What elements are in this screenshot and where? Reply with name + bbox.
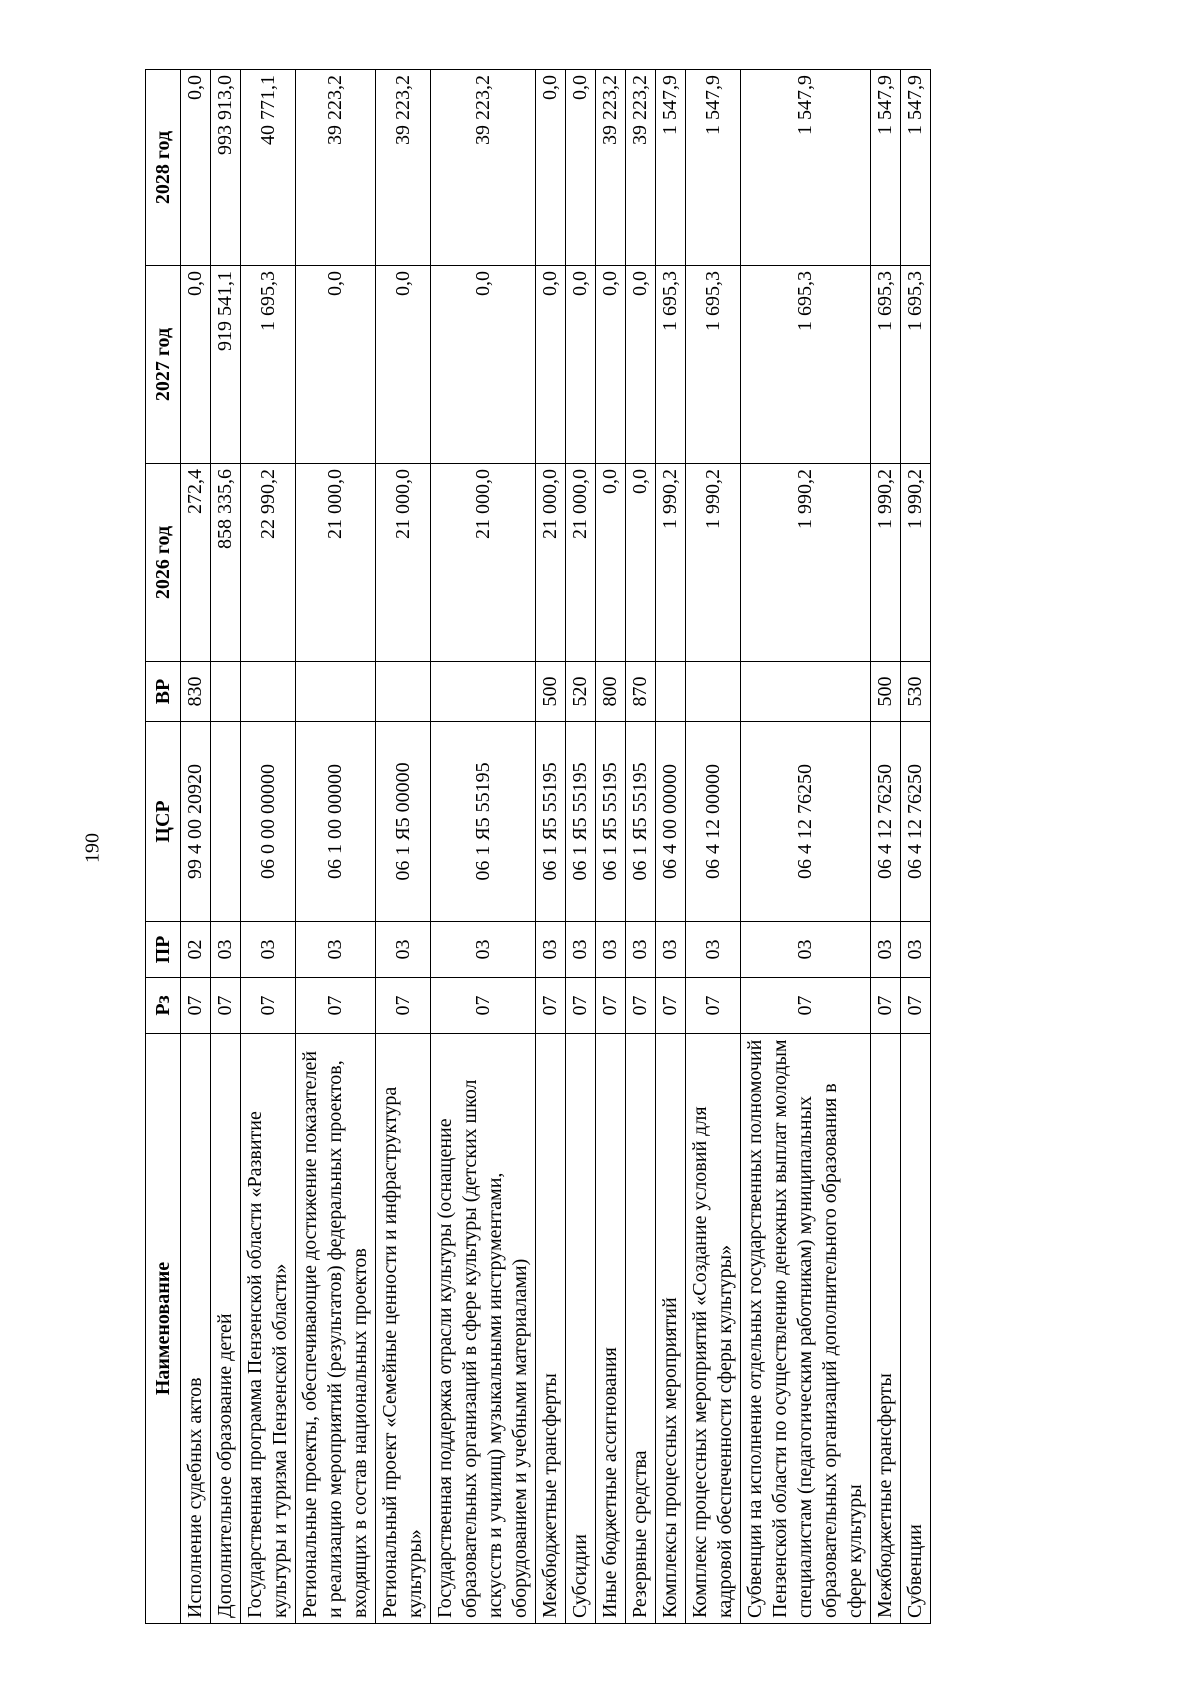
cell-vr bbox=[376, 662, 431, 722]
cell-2028: 39 223,2 bbox=[376, 70, 431, 266]
cell-pr: 03 bbox=[431, 922, 536, 978]
cell-pr: 03 bbox=[741, 922, 871, 978]
cell-csr: 06 1 Я5 55195 bbox=[566, 722, 596, 922]
table-row bbox=[211, 70, 241, 1624]
cell-pr: 03 bbox=[626, 922, 656, 978]
cell-name: Межбюджетные трансферты bbox=[871, 1034, 901, 1624]
cell-rz: 07 bbox=[376, 978, 431, 1034]
cell-vr bbox=[656, 662, 686, 722]
cell-name: Резервные средства bbox=[626, 1034, 656, 1624]
table-row bbox=[376, 70, 431, 1624]
cell-pr: 03 bbox=[656, 922, 686, 978]
cell-csr: 06 4 12 76250 bbox=[741, 722, 871, 922]
budget-table bbox=[145, 69, 931, 1624]
cell-2027: 1 695,3 bbox=[241, 266, 296, 464]
cell-rz: 07 bbox=[241, 978, 296, 1034]
cell-csr: 06 4 00 00000 bbox=[656, 722, 686, 922]
cell-pr: 03 bbox=[686, 922, 741, 978]
header-2028: 2028 год bbox=[146, 70, 181, 266]
cell-2028: 1 547,9 bbox=[656, 70, 686, 266]
cell-name: Государственная программа Пензенской области «Развитие культуры и туризма Пензенской области» bbox=[241, 1034, 296, 1624]
cell-2027: 1 695,3 bbox=[686, 266, 741, 464]
header-2027: 2027 год bbox=[146, 266, 181, 464]
cell-2027: 0,0 bbox=[536, 266, 566, 464]
header-pr: ПР bbox=[146, 922, 181, 978]
cell-name: Межбюджетные трансферты bbox=[536, 1034, 566, 1624]
cell-2028: 39 223,2 bbox=[626, 70, 656, 266]
cell-2027: 0,0 bbox=[626, 266, 656, 464]
cell-vr bbox=[241, 662, 296, 722]
cell-vr: 500 bbox=[536, 662, 566, 722]
table-row bbox=[656, 70, 686, 1624]
cell-2028: 1 547,9 bbox=[741, 70, 871, 266]
cell-rz: 07 bbox=[626, 978, 656, 1034]
cell-rz: 07 bbox=[596, 978, 626, 1034]
cell-name: Исполнение судебных актов bbox=[181, 1034, 211, 1624]
cell-vr bbox=[741, 662, 871, 722]
cell-vr: 520 bbox=[566, 662, 596, 722]
cell-2028: 39 223,2 bbox=[431, 70, 536, 266]
cell-2027: 0,0 bbox=[181, 266, 211, 464]
cell-2027: 919 541,1 bbox=[211, 266, 241, 464]
rotated-table bbox=[145, 70, 1035, 1624]
cell-2026: 1 990,2 bbox=[871, 464, 901, 662]
cell-vr bbox=[296, 662, 376, 722]
cell-2026: 1 990,2 bbox=[741, 464, 871, 662]
cell-name: Региональные проекты, обеспечивающие достижение показателей и реализацию мероприятий (результатов) федеральных проектов, входящих в состав национальных проектов bbox=[296, 1034, 376, 1624]
cell-name: Субсидии bbox=[566, 1034, 596, 1624]
cell-vr: 800 bbox=[596, 662, 626, 722]
cell-2026: 1 990,2 bbox=[656, 464, 686, 662]
cell-csr: 06 1 00 00000 bbox=[296, 722, 376, 922]
cell-name: Комплекс процессных мероприятий «Создание условий для кадровой обеспеченности сферы культуры» bbox=[686, 1034, 741, 1624]
cell-pr: 03 bbox=[536, 922, 566, 978]
page-number: 190 bbox=[81, 833, 104, 863]
cell-name: Государственная поддержка отрасли культуры (оснащение образовательных организаций в сфере культуры (детских школ искусств и училищ) музыкальными инструментами, оборудованием и учебными материалами) bbox=[431, 1034, 536, 1624]
cell-name: Региональный проект «Семейные ценности и инфраструктура культуры» bbox=[376, 1034, 431, 1624]
cell-csr bbox=[211, 722, 241, 922]
cell-2027: 1 695,3 bbox=[656, 266, 686, 464]
cell-pr: 03 bbox=[566, 922, 596, 978]
cell-name: Комплексы процессных мероприятий bbox=[656, 1034, 686, 1624]
cell-pr: 03 bbox=[296, 922, 376, 978]
cell-2027: 0,0 bbox=[431, 266, 536, 464]
cell-csr: 06 1 Я5 55195 bbox=[536, 722, 566, 922]
cell-rz: 07 bbox=[656, 978, 686, 1034]
cell-csr: 06 4 12 76250 bbox=[901, 722, 931, 922]
cell-vr: 830 bbox=[181, 662, 211, 722]
cell-rz: 07 bbox=[686, 978, 741, 1034]
cell-2027: 1 695,3 bbox=[901, 266, 931, 464]
cell-2028: 39 223,2 bbox=[296, 70, 376, 266]
cell-2026: 21 000,0 bbox=[296, 464, 376, 662]
cell-2026: 1 990,2 bbox=[686, 464, 741, 662]
cell-pr: 03 bbox=[871, 922, 901, 978]
table-row bbox=[296, 70, 376, 1624]
cell-rz: 07 bbox=[871, 978, 901, 1034]
cell-csr: 99 4 00 20920 bbox=[181, 722, 211, 922]
table-row bbox=[686, 70, 741, 1624]
cell-rz: 07 bbox=[296, 978, 376, 1034]
cell-csr: 06 0 00 00000 bbox=[241, 722, 296, 922]
cell-2028: 993 913,0 bbox=[211, 70, 241, 266]
cell-vr bbox=[211, 662, 241, 722]
cell-2027: 0,0 bbox=[376, 266, 431, 464]
header-2026: 2026 год bbox=[146, 464, 181, 662]
header-vr: ВР bbox=[146, 662, 181, 722]
cell-2027: 0,0 bbox=[596, 266, 626, 464]
cell-csr: 06 1 Я5 55195 bbox=[596, 722, 626, 922]
header-csr: ЦСР bbox=[146, 722, 181, 922]
cell-2028: 0,0 bbox=[566, 70, 596, 266]
table-row bbox=[626, 70, 656, 1624]
header-rz: Рз bbox=[146, 978, 181, 1034]
cell-rz: 07 bbox=[431, 978, 536, 1034]
cell-name: Дополнительное образование детей bbox=[211, 1034, 241, 1624]
cell-2026: 0,0 bbox=[626, 464, 656, 662]
cell-2027: 1 695,3 bbox=[741, 266, 871, 464]
table-row bbox=[901, 70, 931, 1624]
cell-2028: 1 547,9 bbox=[686, 70, 741, 266]
cell-2026: 21 000,0 bbox=[376, 464, 431, 662]
cell-csr: 06 1 Я5 55195 bbox=[626, 722, 656, 922]
cell-2026: 21 000,0 bbox=[536, 464, 566, 662]
cell-2028: 0,0 bbox=[181, 70, 211, 266]
cell-rz: 07 bbox=[741, 978, 871, 1034]
cell-2028: 39 223,2 bbox=[596, 70, 626, 266]
cell-2026: 272,4 bbox=[181, 464, 211, 662]
cell-rz: 07 bbox=[181, 978, 211, 1034]
cell-csr: 06 4 12 00000 bbox=[686, 722, 741, 922]
table-row bbox=[871, 70, 901, 1624]
table-row bbox=[741, 70, 871, 1624]
cell-csr: 06 1 Я5 55195 bbox=[431, 722, 536, 922]
cell-pr: 03 bbox=[596, 922, 626, 978]
cell-csr: 06 1 Я5 00000 bbox=[376, 722, 431, 922]
cell-2026: 1 990,2 bbox=[901, 464, 931, 662]
cell-pr: 03 bbox=[211, 922, 241, 978]
cell-pr: 02 bbox=[181, 922, 211, 978]
cell-2026: 0,0 bbox=[596, 464, 626, 662]
header-row bbox=[146, 70, 181, 1624]
cell-2026: 22 990,2 bbox=[241, 464, 296, 662]
cell-2028: 1 547,9 bbox=[871, 70, 901, 266]
cell-vr: 530 bbox=[901, 662, 931, 722]
cell-vr: 870 bbox=[626, 662, 656, 722]
cell-2027: 1 695,3 bbox=[871, 266, 901, 464]
table-row bbox=[431, 70, 536, 1624]
cell-pr: 03 bbox=[376, 922, 431, 978]
table-row bbox=[566, 70, 596, 1624]
cell-rz: 07 bbox=[211, 978, 241, 1034]
cell-name: Иные бюджетные ассигнования bbox=[596, 1034, 626, 1624]
cell-rz: 07 bbox=[901, 978, 931, 1034]
cell-csr: 06 4 12 76250 bbox=[871, 722, 901, 922]
cell-2028: 1 547,9 bbox=[901, 70, 931, 266]
cell-name: Субвенции на исполнение отдельных государственных полномочий Пензенской области по осуществлению денежных выплат молодым специалистам (педагогическим работникам) муниципальных образовательных организаций дополнительного образования в сфере культуры bbox=[741, 1034, 871, 1624]
cell-pr: 03 bbox=[901, 922, 931, 978]
table-row bbox=[536, 70, 566, 1624]
cell-pr: 03 bbox=[241, 922, 296, 978]
table-row bbox=[181, 70, 211, 1624]
cell-2027: 0,0 bbox=[566, 266, 596, 464]
cell-vr bbox=[686, 662, 741, 722]
cell-2027: 0,0 bbox=[296, 266, 376, 464]
cell-2028: 40 771,1 bbox=[241, 70, 296, 266]
cell-vr bbox=[431, 662, 536, 722]
cell-rz: 07 bbox=[566, 978, 596, 1034]
cell-vr: 500 bbox=[871, 662, 901, 722]
cell-2028: 0,0 bbox=[536, 70, 566, 266]
cell-2026: 858 335,6 bbox=[211, 464, 241, 662]
cell-rz: 07 bbox=[536, 978, 566, 1034]
cell-2026: 21 000,0 bbox=[566, 464, 596, 662]
header-name: Наименование bbox=[146, 1034, 181, 1624]
table-container bbox=[145, 70, 1035, 1624]
cell-2026: 21 000,0 bbox=[431, 464, 536, 662]
table-row bbox=[241, 70, 296, 1624]
cell-name: Субвенции bbox=[901, 1034, 931, 1624]
table-row bbox=[596, 70, 626, 1624]
